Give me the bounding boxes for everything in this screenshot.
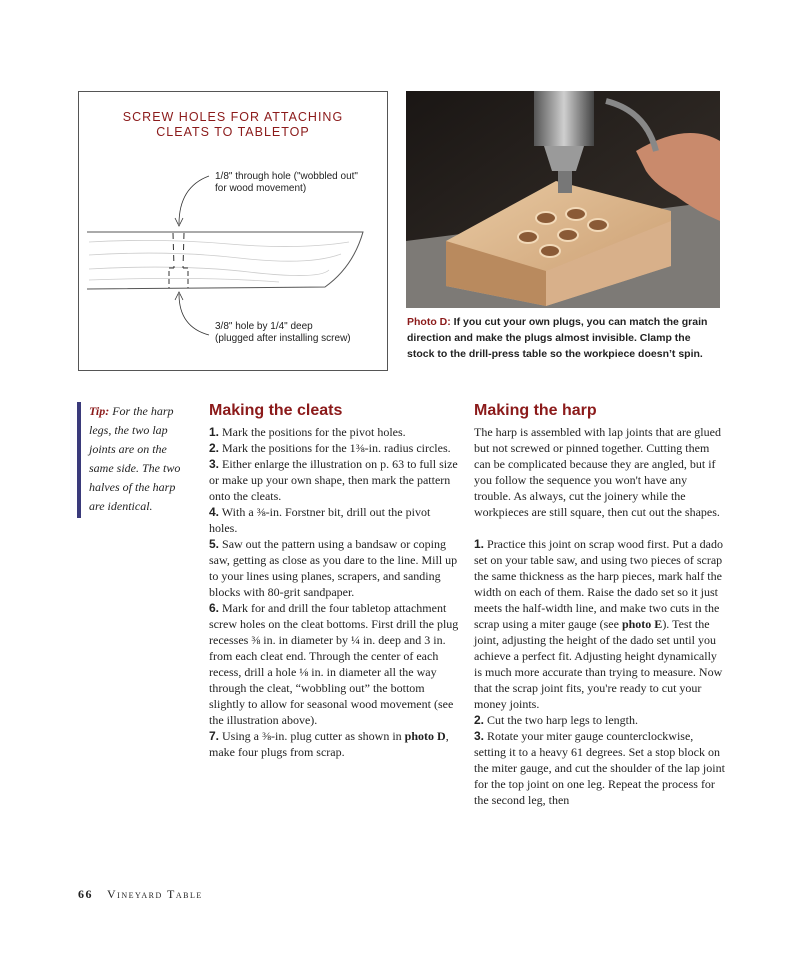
drill-press-photo-image <box>406 91 720 308</box>
through-hole-label-line-2: for wood movement) <box>215 183 307 194</box>
cleats-step-5-text: Saw out the pattern using a bandsaw or coping saw, getting as close as you dare to the line. Mill up to your lines using planes, scrapers, and sanding blocks with 80-grit sandpaper. <box>209 537 458 599</box>
cleats-step-7-text-b: , make four plugs from scrap. <box>209 729 449 759</box>
cleats-step-2-text: Mark the positions for the 1⅜-in. radius circles. <box>219 441 451 455</box>
tip-body: For the harp legs, the two lap joints are on the same side. The two halves of the harp are identical. <box>89 404 181 513</box>
cleats-step-6-text: Mark for and drill the four tabletop attachment screw holes on the cleat bottoms. First drill the plug recesses ⅜ in. in diameter by ¼ in. deep and 3 in. from each cleat end. Through the center of each recess, drill a hole ⅛ in. in diameter all the way through the cleat, “wobbling out” the bottom slightly to allow for seasonal wood movement (see the illustration above). <box>209 601 459 727</box>
illustration-title-line-2: CLEATS TO TABLETOP <box>156 125 310 139</box>
cleats-heading: Making the cleats <box>209 402 343 419</box>
cleats-step-5 <box>209 536 461 600</box>
photo-d-caption-lead: Photo D: <box>407 316 451 328</box>
harp-column <box>474 402 726 808</box>
harp-step-3-number: 3. <box>474 729 485 743</box>
harp-step-3 <box>474 728 726 808</box>
cleats-step-4 <box>209 504 461 536</box>
tip-sidebar <box>77 402 189 518</box>
cleats-step-4-number: 4. <box>209 505 220 519</box>
photo-d-caption <box>407 314 719 362</box>
cleats-step-1-number: 1. <box>209 425 220 439</box>
harp-heading: Making the harp <box>474 402 597 419</box>
harp-step-1-text-b: ). Test the joint, adjusting the height of the dado set until you achieve a perfect fit. Adjusting height dynamically is much more accurate than trying to measure. Now that the scrap joint fits, you're ready to cut your money joints. <box>474 617 723 711</box>
cleats-step-3-text: Either enlarge the illustration on p. 63 to full size or make up your own shape, then mark the pattern onto the cleats. <box>209 457 458 503</box>
illustration-title-line-1: SCREW HOLES FOR ATTACHING <box>122 110 344 124</box>
plug-hole-label-line-1: 3/8" hole by 1/4" deep <box>215 321 313 332</box>
harp-step-2 <box>474 712 726 728</box>
cleats-step-1 <box>209 424 461 440</box>
section-title: Vineyard Table <box>107 887 203 901</box>
cleats-step-3-number: 3. <box>209 457 220 471</box>
cleats-step-7-number: 7. <box>209 729 220 743</box>
photo-d-caption-text: If you cut your own plugs, you can match the grain direction and make the plugs almost invisible. Clamp the stock to the drill-press table so the workpiece doesn’t spin. <box>407 316 708 360</box>
cleats-step-7-text-a: Using a ⅜-in. plug cutter as shown in <box>219 729 405 743</box>
harp-step-1-text-a: Practice this joint on scrap wood first. Put a dado set on your table saw, and using two pieces of scrap the same thickness as the harp pieces, mark half the width on each of them. Raise the dado set so it just meets the half-width line, and make two cuts in the scrap using a miter gauge (see <box>474 537 723 631</box>
cleats-step-6-number: 6. <box>209 601 220 615</box>
paragraph-gap <box>474 520 726 536</box>
harp-step-3-text: Rotate your miter gauge counterclockwise, setting it to a heavy 61 degrees. Set a stop block on the miter gauge, and cut the shoulder of the lap joint for the top joint on one leg. Repeat the process for the second leg, then <box>474 729 725 807</box>
cleats-column <box>209 402 461 760</box>
harp-step-1 <box>474 536 726 712</box>
cleats-step-6 <box>209 600 461 728</box>
harp-intro: The harp is assembled with lap joints that are glued but not screwed or pinned together. Cutting them can be complicated because they are angled, but if you follow the sequence you won't have any trouble. As always, cut the joinery while the workpieces are still square, then cut out the shapes. <box>474 425 721 519</box>
cleats-step-5-number: 5. <box>209 537 220 551</box>
through-hole-label-line-1: 1/8" through hole ("wobbled out" <box>215 171 358 182</box>
through-hole-label <box>215 171 385 195</box>
harp-step-2-text: Cut the two harp legs to length. <box>484 713 638 727</box>
plug-hole-label-line-2: (plugged after installing screw) <box>215 333 351 344</box>
cleats-step-2 <box>209 440 461 456</box>
plug-hole-label <box>215 321 385 345</box>
harp-step-2-number: 2. <box>474 713 485 727</box>
photo-e-reference: photo E <box>621 617 663 631</box>
tip-lead: Tip: <box>89 404 110 418</box>
cleats-step-4-text: With a ⅜-in. Forstner bit, drill out the pivot holes. <box>209 505 431 535</box>
cleats-step-3 <box>209 456 461 504</box>
photo-d-reference: photo D <box>404 729 446 743</box>
harp-step-1-number: 1. <box>474 537 485 551</box>
cleats-step-7 <box>209 728 461 760</box>
page-footer <box>78 887 203 902</box>
cleats-step-2-number: 2. <box>209 441 220 455</box>
cleats-step-1-text: Mark the positions for the pivot holes. <box>219 425 406 439</box>
drill-press-photo <box>406 91 720 308</box>
tip-text <box>89 402 189 516</box>
screw-hole-illustration <box>78 91 388 371</box>
page-number: 66 <box>78 887 93 901</box>
